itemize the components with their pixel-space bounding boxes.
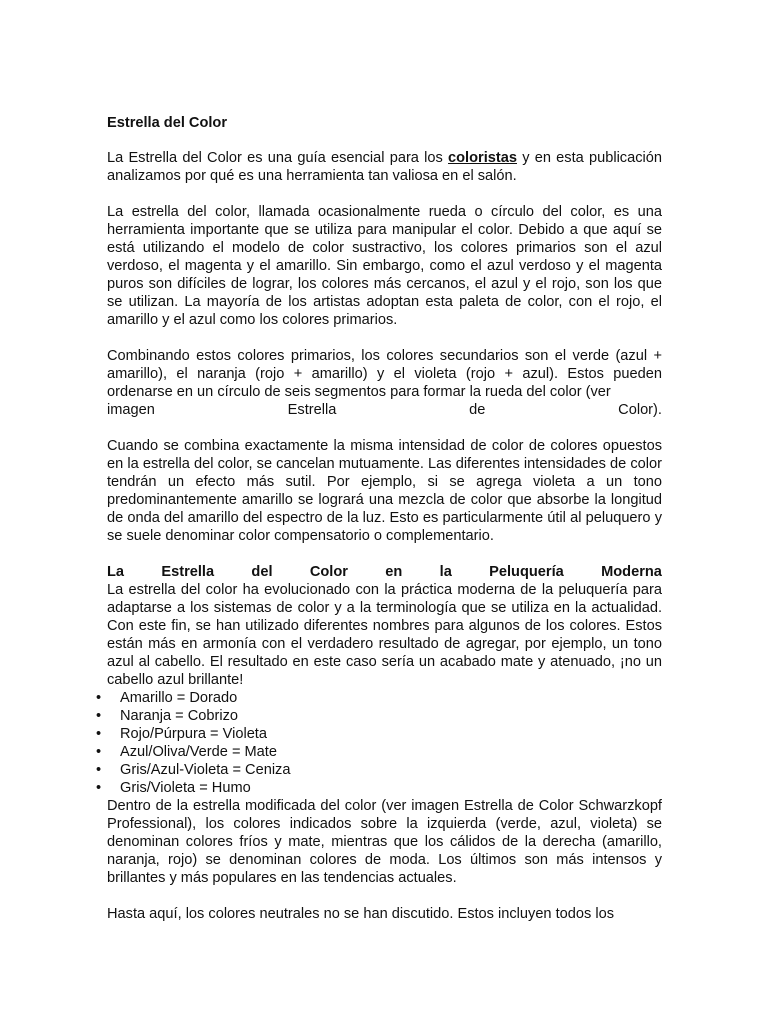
subheading-word: La bbox=[107, 564, 125, 580]
last-line-word: de bbox=[469, 402, 486, 418]
subheading-word: Peluquería bbox=[489, 564, 564, 580]
paragraph-secondary-colors bbox=[107, 347, 662, 419]
paragraph-modified-star: Dentro de la estrella modificada del color (ver imagen Estrella de Color Schwarzkopf Professional), los colores indicados sobre la izquierda (verde, azul, violeta) se denominan colores fríos y mate, mientras que los cálidos de la derecha (amarillo, naranja, rojo) se denominan colores de moda. Los últimos son más intensos y brillantes y más populares en las tendencias actuales. bbox=[107, 798, 662, 886]
subheading-word: Color bbox=[309, 564, 348, 580]
list-item bbox=[96, 707, 662, 725]
bullet-icon: • bbox=[96, 762, 102, 778]
intro-text-after: y en esta publicación analizamos por qué es una herramienta tan valiosa en el salón. bbox=[107, 150, 662, 184]
intro-text-before: La Estrella del Color es una guía esencial para los bbox=[107, 150, 449, 166]
bullet-icon: • bbox=[96, 780, 102, 796]
list-item-text: Azul/Oliva/Verde = Mate bbox=[120, 744, 277, 760]
coloristas-link[interactable]: coloristas bbox=[448, 150, 517, 166]
bullet-icon: • bbox=[96, 726, 102, 742]
subheading-word: la bbox=[439, 564, 452, 580]
list-item-text: Gris/Violeta = Humo bbox=[120, 780, 251, 796]
list-item bbox=[96, 725, 662, 743]
list-item-text: Gris/Azul-Violeta = Ceniza bbox=[120, 762, 291, 778]
document-page bbox=[96, 114, 662, 923]
intro-paragraph bbox=[107, 149, 662, 185]
document-title: Estrella del Color bbox=[107, 115, 228, 131]
subheading-word: del bbox=[251, 564, 273, 580]
bullet-icon: • bbox=[96, 708, 102, 724]
list-item bbox=[96, 761, 662, 779]
bullet-icon: • bbox=[96, 690, 102, 706]
paragraph-color-star: La estrella del color, llamada ocasionalmente rueda o círculo del color, es una herramienta importante que se utiliza para manipular el color. Debido a que aquí se está utilizando el modelo de color sustractivo, los colores primarios son el azul verdoso, el magenta y el amarillo. Sin embargo, como el azul verdoso y el magenta puros son difíciles de lograr, los colores más cercanos, el azul y el rojo, son los que se utilizan. La mayoría de los artistas adoptan esta paleta de color, con el rojo, el amarillo y el azul como los colores primarios. bbox=[107, 204, 662, 328]
bullet-icon: • bbox=[96, 744, 102, 760]
color-name-list bbox=[96, 689, 662, 797]
list-item bbox=[96, 743, 662, 761]
paragraph-secondary-last-line bbox=[107, 401, 662, 419]
list-item bbox=[96, 779, 662, 797]
list-item-text: Rojo/Púrpura = Violeta bbox=[120, 726, 267, 742]
list-item-text: Naranja = Cobrizo bbox=[120, 708, 239, 724]
subheading-word: Moderna bbox=[601, 564, 662, 580]
last-line-word: imagen bbox=[107, 402, 155, 418]
list-item-text: Amarillo = Dorado bbox=[120, 690, 238, 706]
subheading-word: Estrella bbox=[161, 564, 215, 580]
last-line-word: Estrella bbox=[287, 402, 337, 418]
section-subheading bbox=[107, 563, 662, 581]
paragraph-modern-hairdressing: La estrella del color ha evolucionado con la práctica moderna de la peluquería para adaptarse a los sistemas de color y a la terminología que se utiliza en la actualidad. Con este fin, se han utilizado diferentes nombres para algunos de los colores. Estos están más en armonía con el verdadero resultado de agregar, por ejemplo, un tono azul al cabello. El resultado en este caso sería un acabado mate y atenuado, ¡no un cabello azul brillante! bbox=[107, 582, 662, 688]
paragraph-neutral-colors: Hasta aquí, los colores neutrales no se han discutido. Estos incluyen todos los bbox=[107, 906, 615, 922]
paragraph-secondary-body: Combinando estos colores primarios, los colores secundarios son el verde (azul + amarillo), el naranja (rojo + amarillo) y el violeta (rojo + azul). Estos pueden ordenarse en un círculo de seis segmentos para formar la rueda del color (ver bbox=[107, 348, 662, 400]
list-item bbox=[96, 689, 662, 707]
subheading-word: en bbox=[385, 564, 403, 580]
paragraph-opposite-colors: Cuando se combina exactamente la misma intensidad de color de colores opuestos en la estrella del color, se cancelan mutuamente. Las diferentes intensidades de color tendrán un efecto más sutil. Por ejemplo, si se agrega violeta a un tono predominantemente amarillo se logrará una mezcla de color que absorbe la longitud de onda del amarillo del espectro de la luz. Esto es particularmente útil al peluquero y se suele denominar color compensatorio o complementario. bbox=[107, 438, 662, 544]
last-line-word: Color). bbox=[618, 402, 662, 418]
